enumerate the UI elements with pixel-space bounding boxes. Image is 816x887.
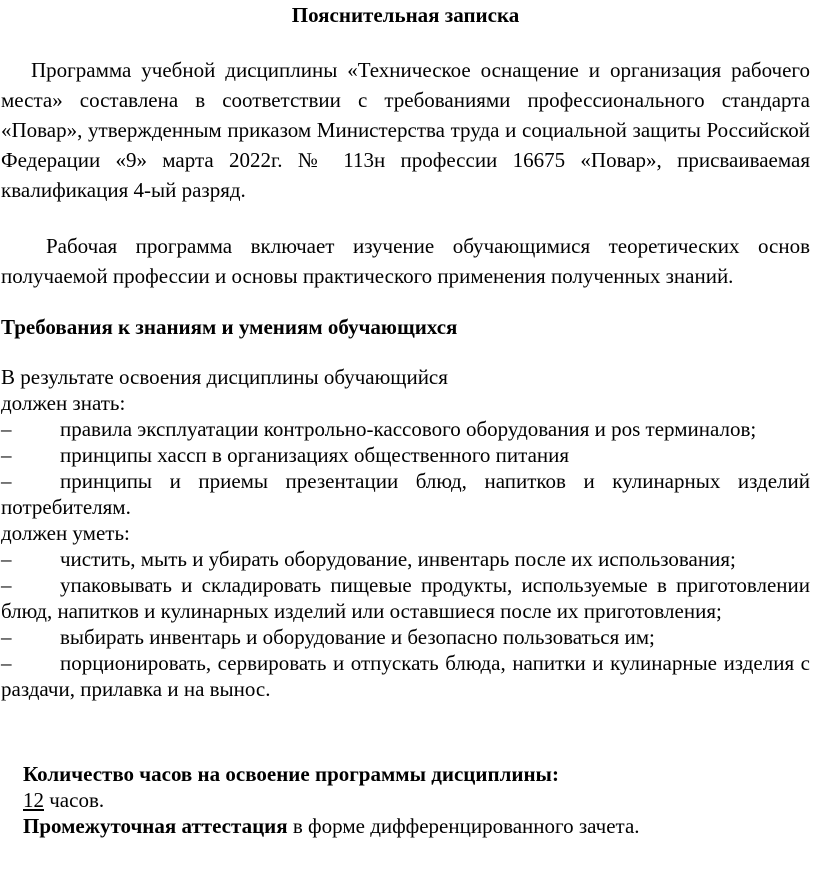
dash-bullet: – xyxy=(1,651,12,675)
can-label: должен уметь: xyxy=(1,521,130,545)
attestation-label: Промежуточная аттестация xyxy=(23,814,288,838)
know-list xyxy=(1,416,810,520)
list-item xyxy=(1,650,810,702)
list-item-text: чистить, мыть и убирать оборудование, инвентарь после их использования; xyxy=(60,547,736,571)
program-paragraph: Рабочая программа включает изучение обучающимися теоретических основ получаемой профессии и основы практического применения полученных знаний. xyxy=(1,234,810,288)
hours-label: Количество часов на освоение программы дисциплины: xyxy=(23,762,559,786)
can-list xyxy=(1,546,810,702)
list-item xyxy=(1,572,810,624)
list-item-text: порционировать, сервировать и отпускать блюда, напитки и кулинарные изделия с раздачи, прилавка и на вынос. xyxy=(1,651,810,701)
list-item xyxy=(1,468,810,520)
list-item-text: правила эксплуатации контрольно-кассового оборудования и pos терминалов; xyxy=(60,417,757,441)
dash-bullet: – xyxy=(1,625,12,649)
list-item xyxy=(1,624,810,650)
list-item-text: принципы и приемы презентации блюд, напитков и кулинарных изделий потребителям. xyxy=(1,469,810,519)
dash-bullet: – xyxy=(1,417,12,441)
hours-line xyxy=(23,787,810,813)
document-title: Пояснительная записка xyxy=(291,3,520,27)
list-item-text: принципы хассп в организациях общественного питания xyxy=(60,443,570,467)
dash-bullet: – xyxy=(1,547,12,571)
hours-unit: часов. xyxy=(44,788,105,812)
know-label: должен знать: xyxy=(1,391,126,415)
list-item-text: выбирать инвентарь и оборудование и безопасно пользоваться им; xyxy=(60,625,655,649)
attestation-text: в форме дифференцированного зачета. xyxy=(287,814,640,838)
list-item xyxy=(1,546,810,572)
dash-bullet: – xyxy=(1,573,12,597)
dash-bullet: – xyxy=(1,469,12,493)
list-item-text: упаковывать и складировать пищевые продукты, используемые в приготовлении блюд, напитков и кулинарных изделий или оставшиеся после их приготовления; xyxy=(1,573,810,623)
hours-block xyxy=(1,761,810,839)
attestation-line xyxy=(23,813,810,839)
list-item xyxy=(1,442,810,468)
intro-paragraph: Программа учебной дисциплины «Техническое оснащение и организация рабочего места» составлена в соответствии с требованиями профессионального стандарта «Повар», утвержденным приказом Министерства труда и социальной защиты Российской Федерации «9» марта 2022г. № 113н профессии 16675 «Повар», присваиваемая квалификация 4-ый разряд. xyxy=(1,58,810,202)
hours-value: 12 xyxy=(23,788,44,812)
requirements-heading: Требования к знаниям и умениям обучающихся xyxy=(1,315,458,339)
dash-bullet: – xyxy=(1,443,12,467)
list-item xyxy=(1,416,810,442)
requirements-intro: В результате освоения дисциплины обучающийся xyxy=(1,365,448,389)
